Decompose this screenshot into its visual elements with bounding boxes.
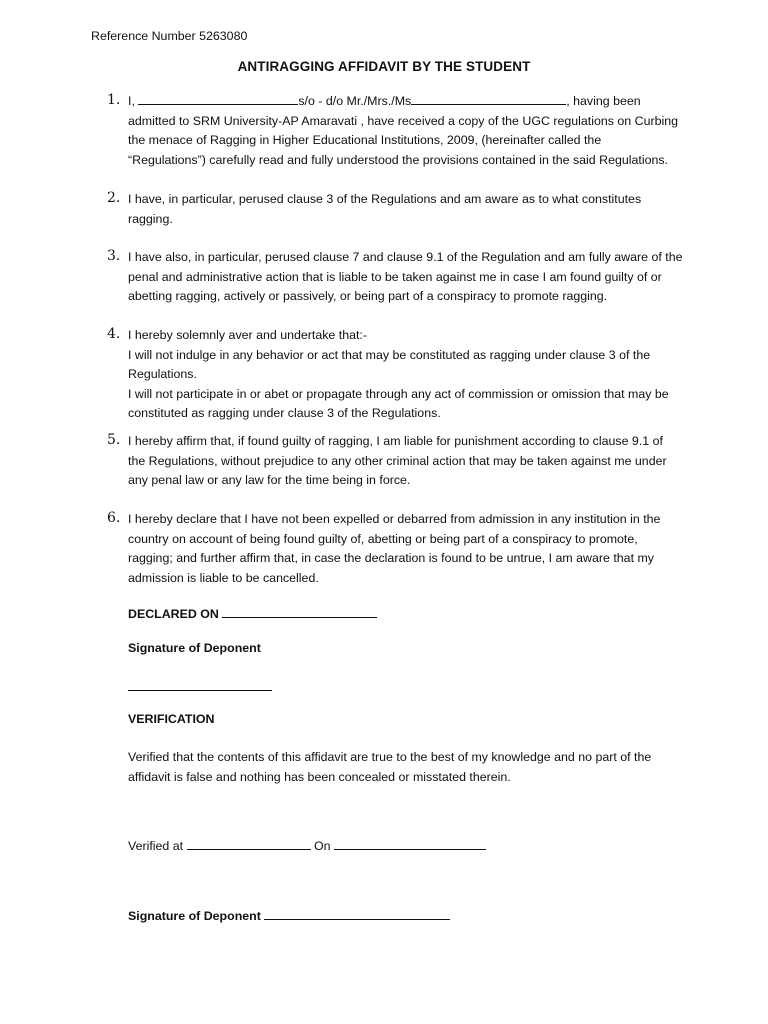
verification-text [128, 748, 651, 787]
clause-5 [107, 432, 693, 491]
clause-number: 4. [107, 326, 121, 342]
clause-number: 3. [107, 248, 121, 264]
clause-line: Regulations. [128, 367, 197, 381]
clause-4 [107, 326, 693, 424]
final-signature-label: Signature of Deponent [128, 909, 265, 923]
clause-line: ragging. [128, 211, 173, 226]
clause-number: 6. [107, 510, 121, 526]
clause-line: penal and administrative action that is liable to be taken against me in case I am found guilty of or [128, 269, 662, 284]
verified-at-blank[interactable] [187, 837, 311, 850]
clause-line: abetting ragging, actively or passively, or being part of a conspiracy to promote ragging. [128, 289, 608, 303]
declared-on-label: DECLARED ON [128, 607, 223, 621]
clause-line: ragging; and further affirm that, in case the declaration is found to be untrue, I am aware that my [128, 551, 654, 565]
clause-line: I have, in particular, perused clause 3 of the Regulations and am aware as to what constitutes [128, 192, 642, 206]
clause-line: admission is liable to be cancelled. [128, 570, 319, 585]
clause-number: 5. [107, 432, 121, 448]
clause-3 [107, 248, 693, 307]
final-signature-row [128, 907, 450, 923]
clause-line: I will not participate in or abet or propagate through any act of commission or omission that may be [128, 386, 669, 401]
clause-line: any penal law or any law for the time being in force. [128, 473, 411, 487]
clause-line: admitted to SRM University-AP Amaravati , have received a copy of the UGC regulations on Curbing [128, 113, 679, 128]
clause-line: I, s/o - d/o Mr./Mrs./Ms , having been [128, 94, 641, 108]
clause-number: 1. [107, 92, 121, 108]
clause-2 [107, 190, 693, 229]
final-signature-blank[interactable] [264, 907, 450, 920]
document-title: ANTIRAGGING AFFIDAVIT BY THE STUDENT [237, 59, 531, 74]
verified-on-blank[interactable] [334, 837, 486, 850]
declared-on [128, 605, 377, 621]
verification-heading: VERIFICATION [128, 712, 215, 726]
clause-line: “Regulations”) carefully read and fully understood the provisions contained in the said Regulations. [128, 152, 668, 167]
signature-line[interactable] [128, 680, 272, 691]
clause-6 [107, 510, 693, 588]
clause-line: I hereby solemnly aver and undertake that:- [128, 328, 367, 342]
clause-line: country on account of being found guilty of, abetting or being part of a conspiracy to promote, [128, 531, 638, 546]
verification-line: affidavit is false and nothing has been concealed or misstated therein. [128, 769, 511, 784]
clause-line: I hereby declare that I have not been expelled or debarred from admission in any institution in the [128, 512, 661, 526]
clause-line: I have also, in particular, perused clause 7 and clause 9.1 of the Regulation and am fully aware of the [128, 250, 683, 264]
clause-number: 2. [107, 190, 121, 206]
verified-at-row [128, 837, 486, 853]
clause-line: the Regulations, without prejudice to any other criminal action that may be taken against me under [128, 453, 667, 468]
parent-name-blank[interactable] [411, 92, 566, 105]
name-blank[interactable] [138, 92, 298, 105]
verification-line: Verified that the contents of this affidavit are true to the best of my knowledge and no part of the [128, 750, 652, 764]
clause-line: the menace of Ragging in Higher Educational Institutions, 2009, (hereinafter called the [128, 133, 602, 147]
clause-1 [107, 92, 693, 170]
reference-number: Reference Number 5263080 [91, 29, 248, 43]
signature-label: Signature of Deponent [128, 641, 261, 655]
clause-line: constituted as ragging under clause 3 of the Regulations. [128, 406, 441, 420]
verified-at-label: Verified at [128, 839, 187, 853]
on-label: On [310, 839, 334, 853]
clause-line: I hereby affirm that, if found guilty of ragging, I am liable for punishment according to clause 9.1 of [128, 434, 663, 448]
clause-line: I will not indulge in any behavior or act that may be constituted as ragging under clause 3 of the [128, 347, 651, 362]
declared-on-blank[interactable] [222, 605, 377, 618]
